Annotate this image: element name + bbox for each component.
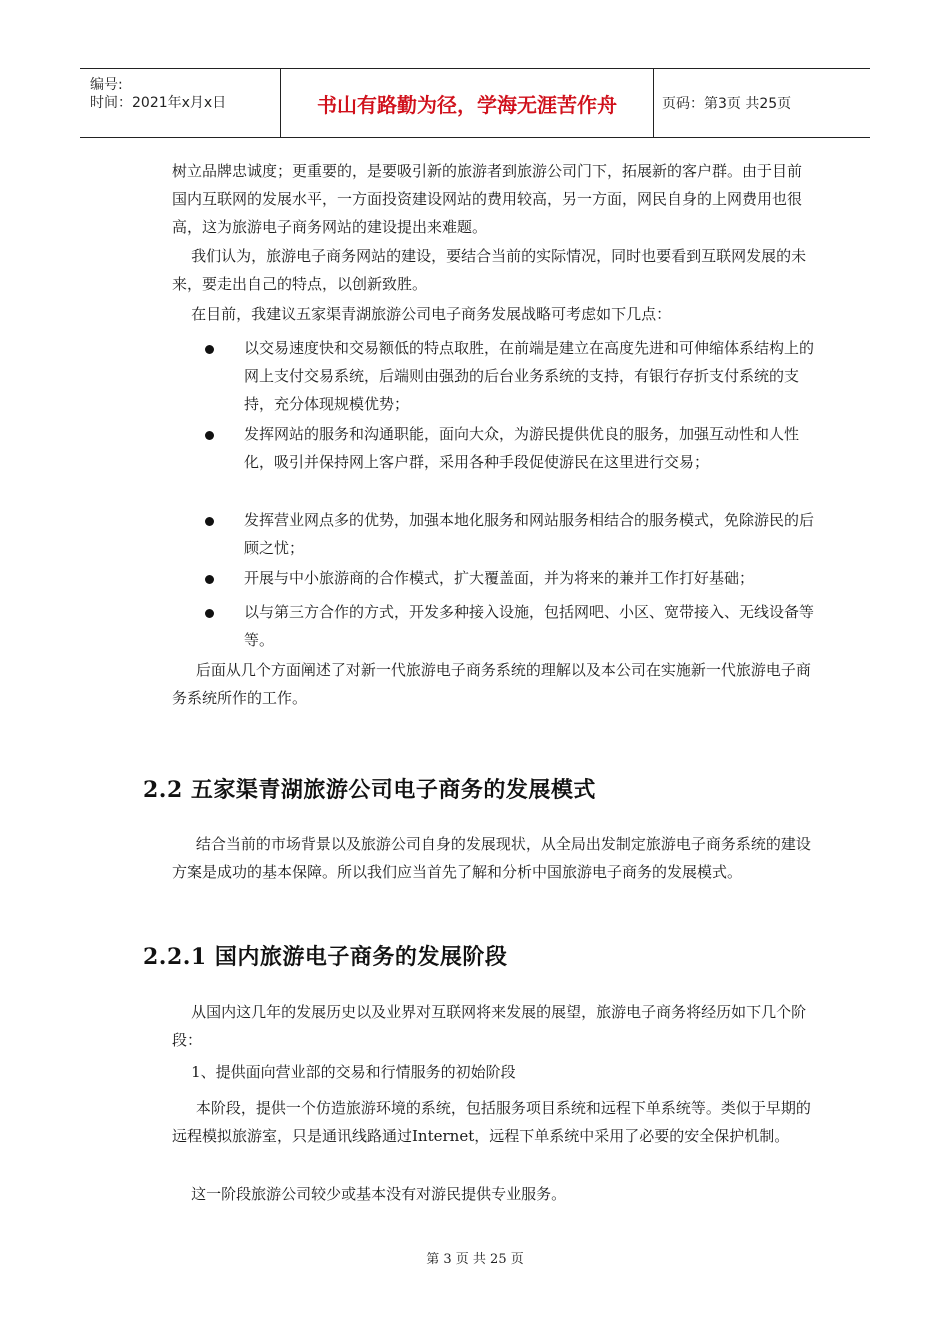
closing-paragraph: 后面从几个方面阐述了对新一代旅游电子商务系统的理解以及本公司在实施新一代旅游电子商务系统所作的工作。 (172, 661, 811, 707)
page-footer: 第 3 页 共 25 页 (426, 1252, 524, 1267)
bullet-text: 以与第三方合作的方式，开发多种接入设施，包括网吧、小区、宽带接入、无线设备等等。 (244, 603, 815, 649)
header-motto: 书山有路勤为径，学海无涯苦作舟 (280, 69, 654, 137)
section-2-2-1-paragraph-2: 本阶段，提供一个仿造旅游环境的系统，包括服务项目系统和远程下单系统等。类似于早期的远程模拟旅游室，只是通讯线路通过Internet，远程下单系统中采用了必要的安全保护机制。 (172, 1099, 811, 1145)
section-2-2-paragraph: 结合当前的市场背景以及旅游公司自身的发展现状，从全局出发制定旅游电子商务系统的建设方案是成功的基本保障。所以我们应当首先了解和分析中国旅游电子商务的发展模式。 (172, 835, 811, 881)
bullet-text: 发挥营业网点多的优势，加强本地化服务和网站服务相结合的服务模式，免除游民的后顾之忧； (244, 511, 815, 557)
stage-1-title: 1、提供面向营业部的交易和行情服务的初始阶段 (172, 1063, 516, 1081)
section-2-2-1-paragraph-1: 从国内这几年的发展历史以及业界对互联网将来发展的展望，旅游电子商务将经历如下几个阶段： (172, 1003, 807, 1049)
header-page-info: 页码：第3页 共25页 (662, 96, 792, 112)
bullet-text: 发挥网站的服务和沟通职能，面向大众，为游民提供优良的服务，加强互动性和人性化，吸引并保持网上客户群，采用各种手段促使游民在这里进行交易； (244, 425, 800, 471)
section-heading-2-2-1: 2.2.1 国内旅游电子商务的发展阶段 (143, 944, 508, 970)
intro-paragraph-3: 在目前，我建议五家渠青湖旅游公司电子商务发展战略可考虑如下几点： (172, 305, 672, 323)
section-2-2-1-paragraph-3: 这一阶段旅游公司较少或基本没有对游民提供专业服务。 (172, 1185, 567, 1203)
section-heading-2-2: 2.2 五家渠青湖旅游公司电子商务的发展模式 (143, 777, 596, 803)
document-number-label: 编号: (90, 77, 123, 93)
bullet-text: 开展与中小旅游商的合作模式，扩大覆盖面，并为将来的兼并工作打好基础； (244, 569, 755, 587)
bullet-dot-icon (205, 575, 214, 584)
bullet-dot-icon (205, 431, 214, 440)
bullet-dot-icon (205, 609, 214, 618)
bullet-text: 以交易速度快和交易额低的特点取胜，在前端是建立在高度先进和可伸缩体系结构上的网上支付交易系统，后端则由强劲的后台业务系统的支持，有银行存折支付系统的支持，充分体现规模优势； (244, 339, 815, 413)
document-time-label: 时间：2021年x月x日 (90, 95, 227, 111)
intro-paragraph-1: 树立品牌忠诚度；更重要的，是要吸引新的旅游者到旅游公司门下，拓展新的客户群。由于目前国内互联网的发展水平，一方面投资建设网站的费用较高，另一方面，网民自身的上网费用也很高，这为旅游电子商务网站的建设提出来难题。 (172, 162, 803, 236)
bullet-dot-icon (205, 517, 214, 526)
intro-paragraph-2: 我们认为，旅游电子商务网站的建设，要结合当前的实际情况，同时也要看到互联网发展的未来，要走出自己的特点，以创新致胜。 (172, 247, 807, 293)
bullet-dot-icon (205, 345, 214, 354)
